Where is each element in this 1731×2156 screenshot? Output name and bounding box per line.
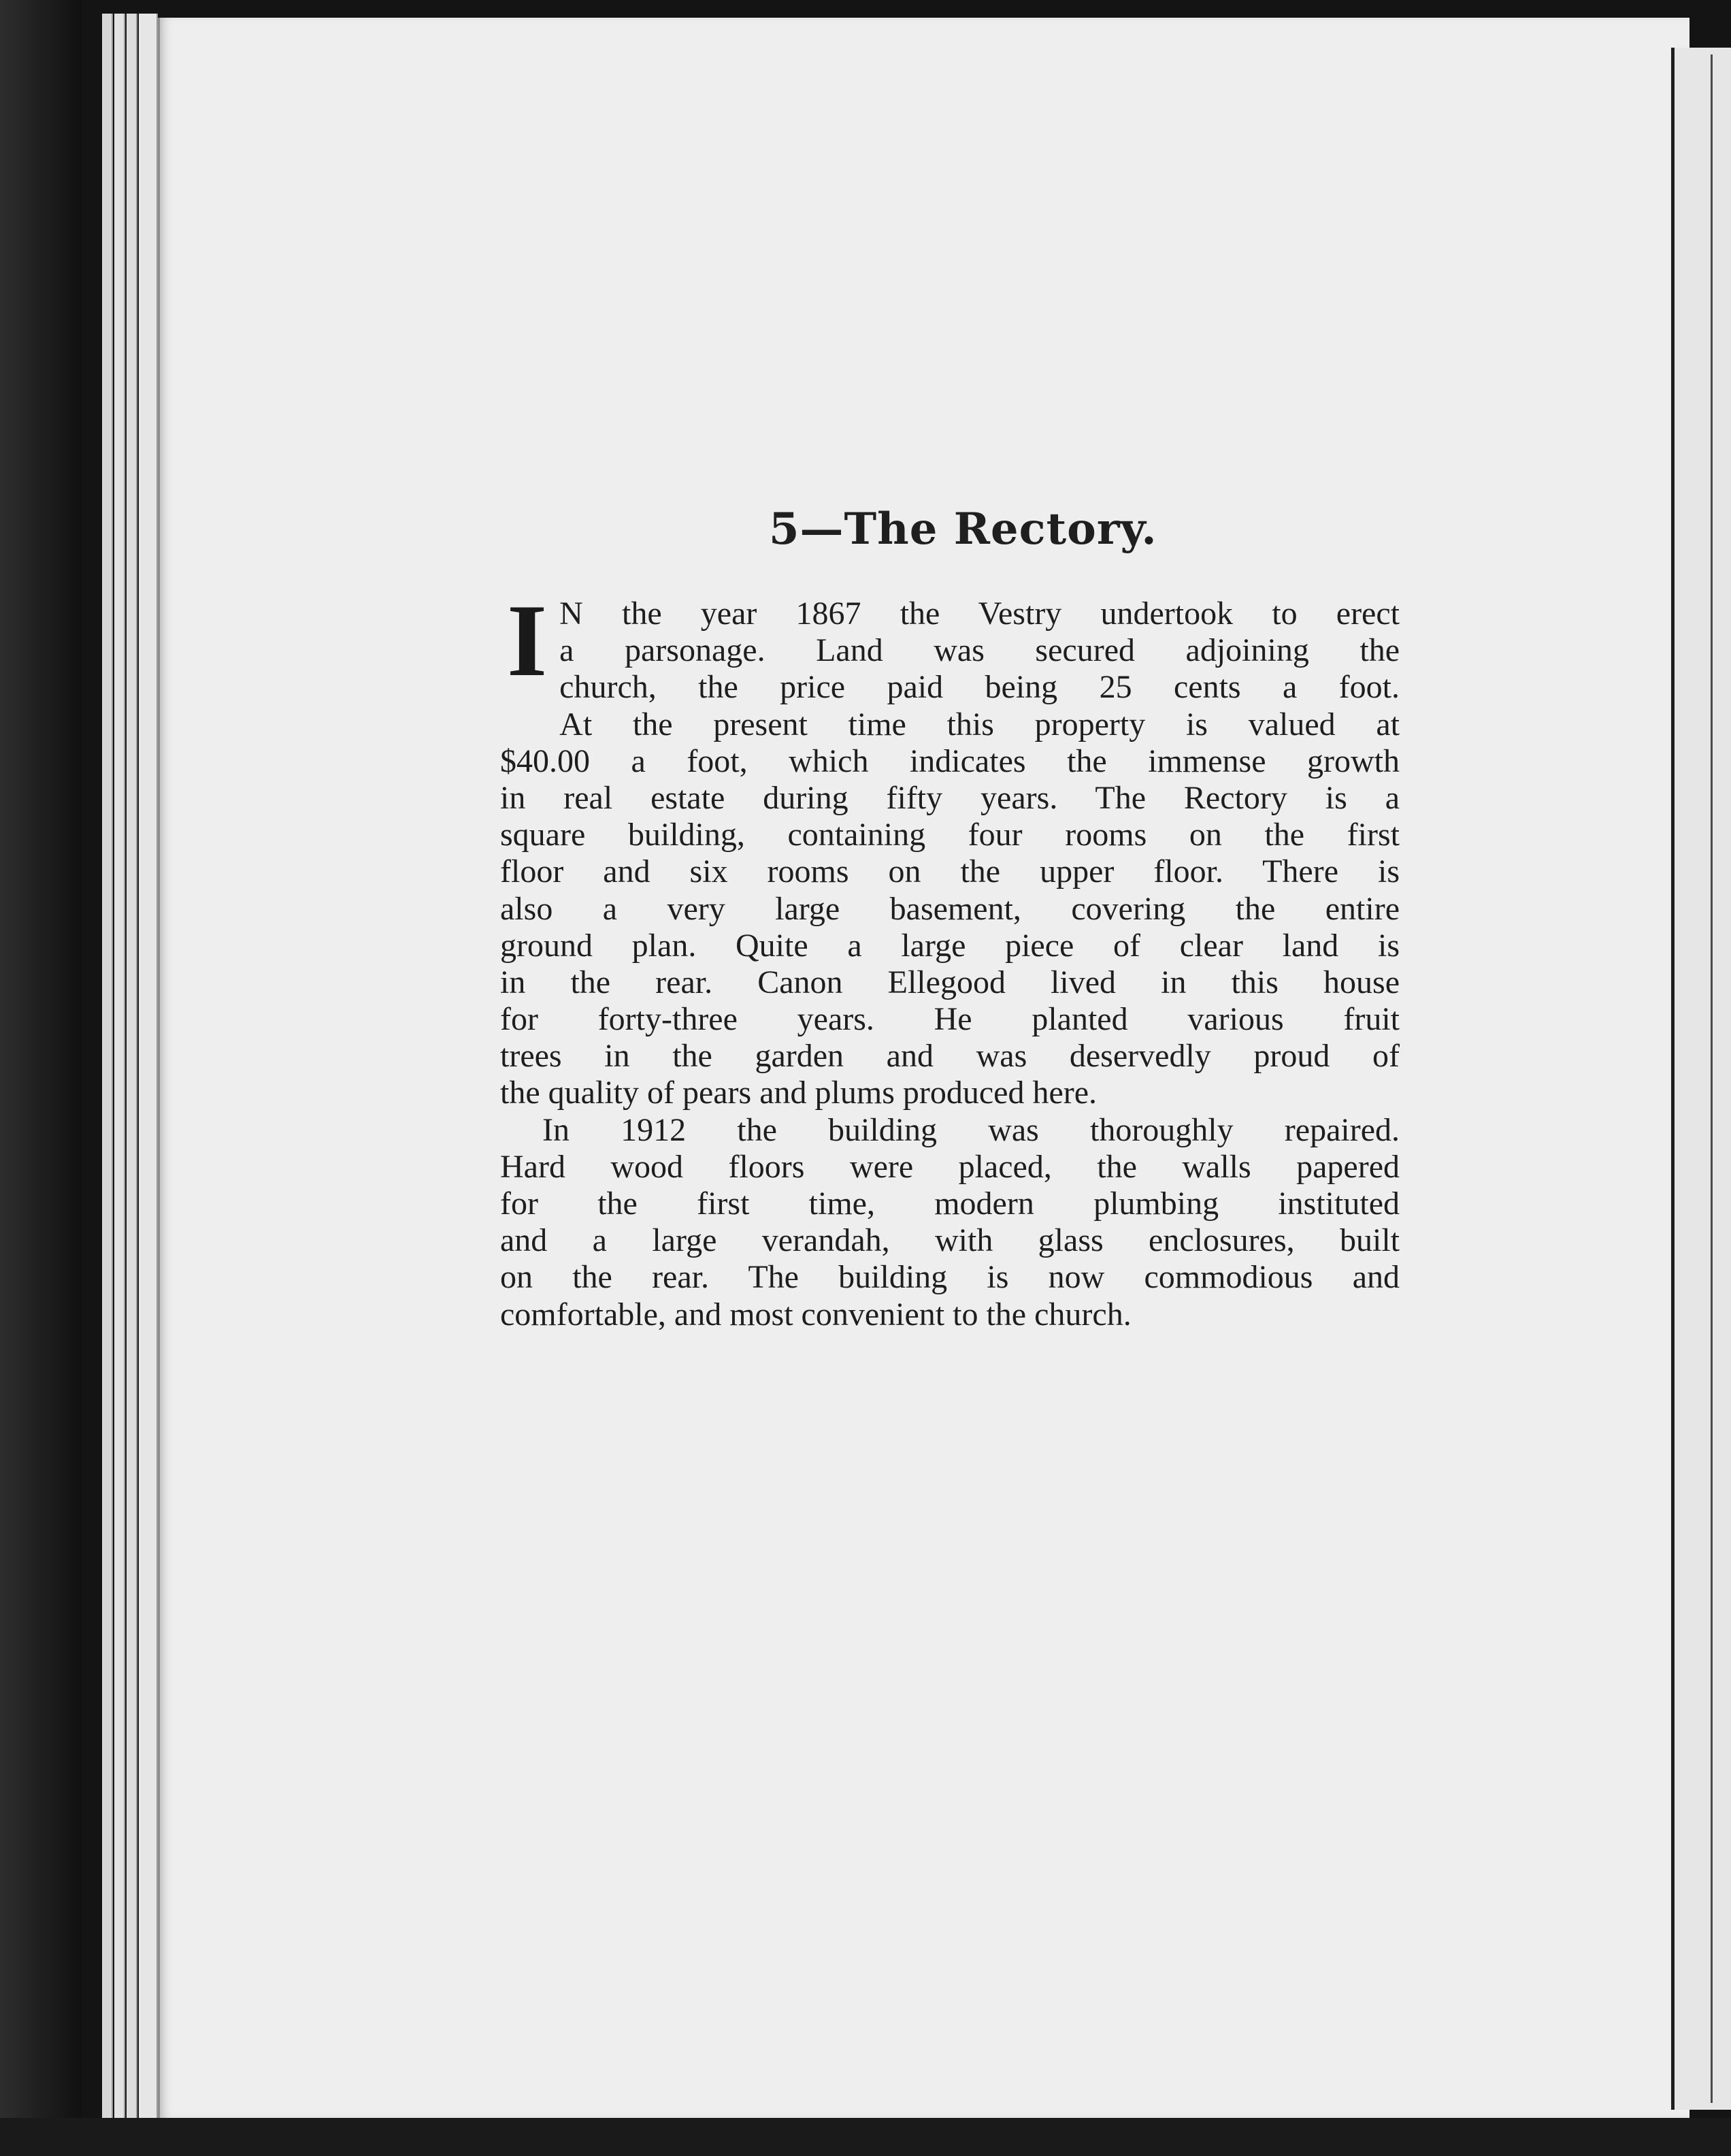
film-border-left <box>0 0 82 2156</box>
text-line: for the first time, modern plumbing instituted <box>500 1186 1400 1222</box>
facing-page <box>1671 48 1731 2110</box>
body-text <box>500 583 1400 1333</box>
text-line: In 1912 the building was thoroughly repaired. <box>542 1111 1400 1148</box>
facing-page-edge <box>1711 54 1713 2103</box>
text-line: comfortable, and most convenient to the church. <box>500 1296 1132 1333</box>
text-line: At the present time this property is valued at <box>559 706 1400 742</box>
page-edge <box>102 14 113 2123</box>
text-line: also a very large basement, covering the entire <box>500 890 1400 927</box>
page-edge <box>127 14 137 2123</box>
film-border-bottom <box>0 2118 1731 2156</box>
text-line: ground plan. Quite a large piece of clear land is <box>500 927 1400 964</box>
text-line: on the rear. The building is now commodious and <box>500 1259 1400 1296</box>
drop-cap: I <box>507 583 548 698</box>
text-line: Hard wood floors were placed, the walls papered <box>500 1148 1400 1185</box>
text-line: in the rear. Canon Ellegood lived in this house <box>500 964 1400 1000</box>
text-line: $40.00 a foot, which indicates the immense growth <box>500 742 1400 779</box>
page-title: 5—The Rectory. <box>769 504 1157 555</box>
text-line: trees in the garden and was deservedly proud of <box>500 1038 1400 1075</box>
text-line: and a large verandah, with glass enclosures, built <box>500 1222 1400 1259</box>
text-line: floor and six rooms on the upper floor. There is <box>500 853 1400 890</box>
text-line: for forty-three years. He planted various fruit <box>500 1001 1400 1038</box>
text-line: the quality of pears and plums produced here. <box>500 1075 1098 1111</box>
text-line: a parsonage. Land was secured adjoining the <box>559 632 1400 669</box>
text-line: square building, containing four rooms on the first <box>500 817 1400 853</box>
page-edge <box>114 14 125 2123</box>
text-line: in real estate during fifty years. The Rectory is a <box>500 779 1400 816</box>
text-line: N the year 1867 the Vestry undertook to erect <box>559 595 1400 632</box>
text-line: church, the price paid being 25 cents a foot. <box>559 669 1400 706</box>
page-edge <box>139 14 158 2123</box>
